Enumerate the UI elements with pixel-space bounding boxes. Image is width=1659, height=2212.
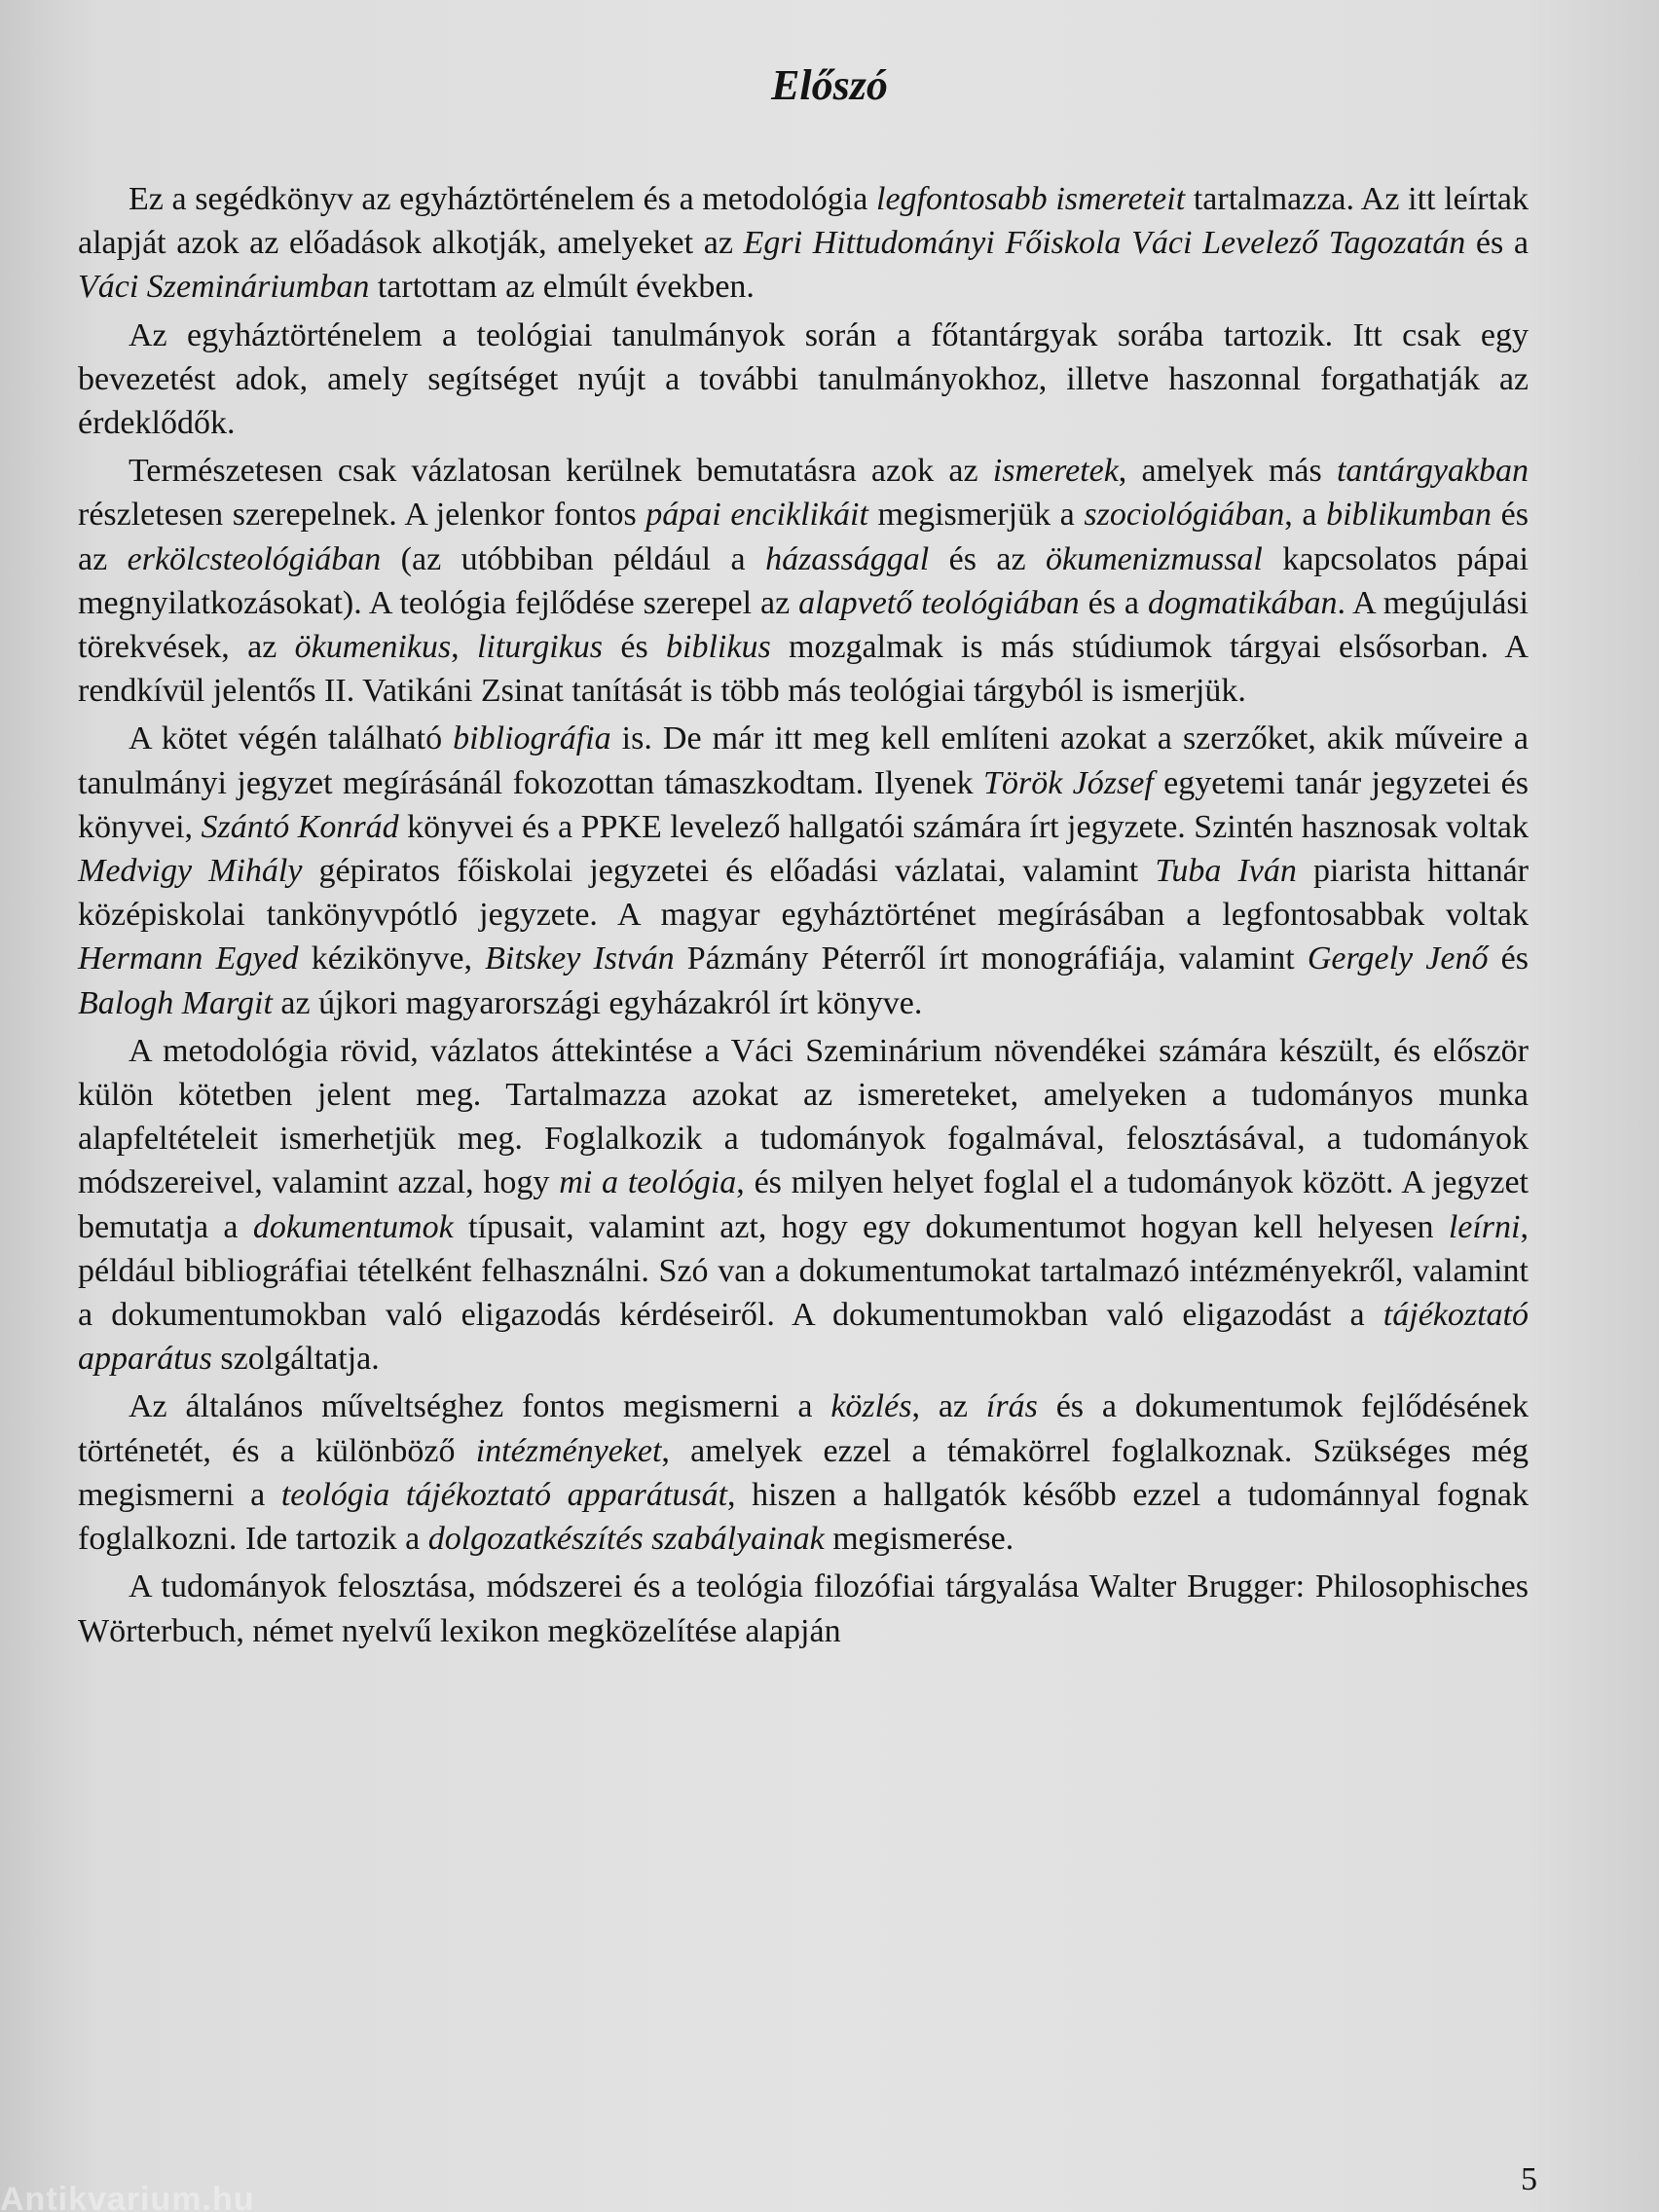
body-text bbox=[78, 177, 1529, 1657]
italic-text: Balogh Margit bbox=[78, 984, 273, 1021]
text-run: megismerjük a bbox=[867, 497, 1085, 534]
text-run: , hiszen a hallgatók később ezzel a tudománnyal fognak foglalkozni. Ide tartozik a bbox=[78, 1476, 1529, 1558]
text-run: egyetemi tanár jegyzetei és könyvei, bbox=[78, 764, 1529, 845]
italic-text: bibliográfia bbox=[453, 720, 611, 757]
italic-text: ismeretek bbox=[992, 453, 1119, 490]
text-run: és az bbox=[78, 497, 1529, 577]
text-run: tartalmazza. Az itt leírtak alapját azok az előadások alkotják, amelyeket az bbox=[78, 181, 1529, 262]
italic-text: Egri Hittudományi Főiskola Váci Levelező Tagozatán bbox=[743, 225, 1466, 262]
italic-text: legfontosabb ismereteit bbox=[876, 181, 1186, 217]
italic-text: Váci Szemináriumban bbox=[78, 269, 370, 306]
italic-text: tantárgyakban bbox=[1336, 453, 1529, 490]
text-run: gépiratos főiskolai jegyzetei és előadási vázlatai, valamint bbox=[302, 853, 1156, 890]
text-run: kézikönyve, bbox=[298, 940, 486, 977]
text-run: és az bbox=[929, 540, 1046, 577]
italic-text: alapvető teológiában bbox=[798, 584, 1080, 621]
text-run: is. De már itt meg kell említeni azokat a szerzőket, akik műveire a tanulmányi jegyzet megírásánál fokozottan támaszkodtam. Ilyenek bbox=[78, 720, 1530, 801]
paragraph-3 bbox=[78, 449, 1529, 713]
italic-text: Tuba Iván bbox=[1155, 853, 1297, 890]
text-run: Az általános műveltséghez fontos megismerni a bbox=[129, 1388, 831, 1425]
italic-text: Török József bbox=[983, 764, 1154, 801]
text-run: mozgalmak is más stúdiumok tárgyai elsősorban. A rendkívül jelentős II. Vatikáni Zsinat tanítását is több más teológiai tárgyból is ismerjük. bbox=[78, 629, 1529, 710]
italic-text: leírni bbox=[1448, 1208, 1521, 1245]
italic-text: írás bbox=[985, 1388, 1038, 1425]
text-run: , amelyek ezzel a témakörrel foglalkoznak. Szükséges még megismerni a bbox=[78, 1432, 1529, 1513]
italic-text: Medvigy Mihály bbox=[78, 853, 303, 890]
text-run: Természetesen csak vázlatosan kerülnek bemutatásra azok az bbox=[129, 453, 993, 490]
text-run: A kötet végén található bbox=[129, 720, 454, 757]
italic-text: biblikumban bbox=[1326, 497, 1493, 534]
text-run: , és milyen helyet foglal el a tudományok között. A jegyzet bemutatja a bbox=[78, 1164, 1529, 1245]
italic-text: teológia tájékoztató apparátusát bbox=[280, 1476, 728, 1513]
text-run: , az bbox=[911, 1388, 986, 1425]
italic-text: Gergely Jenő bbox=[1307, 940, 1489, 977]
italic-text: ökumenizmussal bbox=[1046, 540, 1263, 577]
italic-text: dogmatikában bbox=[1148, 584, 1338, 621]
text-run: és a dokumentumok fejlődésének történetét, és a különböző bbox=[78, 1388, 1529, 1469]
page-title: Előszó bbox=[771, 61, 888, 109]
text-run: részletesen szerepelnek. A jelenkor fontos bbox=[78, 497, 646, 534]
text-run: szolgáltatja. bbox=[211, 1341, 380, 1378]
text-run: A tudományok felosztása, módszerei és a teológia filozófiai tárgyalása Walter Brugger: Philosophisches Wörterbuch, német nyelvű lexikon megközelítése alapján bbox=[78, 1568, 1529, 1649]
italic-text: Bitskey István bbox=[485, 940, 675, 977]
text-run: Pázmány Péterről írt monográfiája, valamint bbox=[674, 940, 1308, 977]
text-run: Ez a segédkönyv az egyháztörténelem és a metodológia bbox=[129, 181, 877, 217]
italic-text: ökumenikus bbox=[294, 629, 452, 666]
italic-text: tájékoztató apparátus bbox=[78, 1297, 1529, 1378]
paragraph-1 bbox=[78, 177, 1529, 310]
italic-text: Hermann Egyed bbox=[78, 940, 299, 977]
paragraph-6 bbox=[78, 1384, 1529, 1561]
text-run: , például bibliográfiai tételként felhasználni. Szó van a dokumentumokat tartalmazó intézményekről, valamint a dokumentumokban való eligazodás kérdéseiről. A dokumentumokban való eligazodást a bbox=[78, 1208, 1529, 1334]
italic-text: pápai enciklikáit bbox=[645, 497, 868, 534]
watermark: Antikvarium.hu bbox=[0, 2181, 255, 2212]
text-run: (az utóbbiban például a bbox=[381, 540, 766, 577]
italic-text: dolgozatkészítés szabályainak bbox=[427, 1521, 825, 1558]
italic-text: közlés bbox=[830, 1388, 912, 1425]
text-run: . A megújulási törekvések, az bbox=[78, 584, 1529, 666]
page-number: 5 bbox=[1521, 2161, 1537, 2197]
text-run: kapcsolatos pápai megnyilatkozásokat). A teológia fejlődése szerepel az bbox=[78, 540, 1530, 621]
text-run: megismerése. bbox=[824, 1521, 1014, 1558]
text-run: piarista hittanár középiskolai tankönyvpótló jegyzete. A magyar egyháztörténet megírásában a legfontosabbak voltak bbox=[78, 853, 1530, 934]
paragraph-5 bbox=[78, 1029, 1529, 1382]
text-run: és a bbox=[1465, 225, 1529, 262]
italic-text: intézményeket bbox=[475, 1432, 662, 1469]
text-run: könyvei és a PPKE levelező hallgatói számára írt jegyzete. Szintén hasznosak voltak bbox=[398, 808, 1529, 845]
text-run: tartottam az elmúlt években. bbox=[369, 269, 755, 306]
italic-text: biblikus bbox=[666, 629, 771, 666]
text-run: és a bbox=[1079, 584, 1148, 621]
italic-text: Szántó Konrád bbox=[201, 808, 399, 845]
italic-text: mi a teológia bbox=[559, 1164, 737, 1201]
text-run: és bbox=[1488, 940, 1529, 977]
text-run: , amelyek más bbox=[1118, 453, 1337, 490]
text-run: A metodológia rövid, vázlatos áttekintése a Váci Szeminárium növendékei számára készült, és először külön kötetben jelent meg. Tartalmazza azokat az ismereteket, amelyeken a tudományos munka alapfeltételeit ismerhetjük meg. Foglalkozik a tudományok fogalmával, felosztásával, a tudományok módszereivel, valamint azzal, hogy bbox=[78, 1032, 1529, 1201]
italic-text: szociológiában bbox=[1084, 497, 1285, 534]
paragraph-4 bbox=[78, 717, 1529, 1024]
text-run: az újkori magyarországi egyházakról írt könyve. bbox=[272, 984, 923, 1021]
text-run: típusait, valamint azt, hogy egy dokumentumot hogyan kell helyesen bbox=[453, 1208, 1449, 1245]
paragraph-2 bbox=[78, 313, 1529, 446]
italic-text: liturgikus bbox=[476, 629, 604, 666]
italic-text: dokumentumok bbox=[252, 1208, 454, 1245]
paragraph-7 bbox=[78, 1565, 1529, 1652]
text-run: , a bbox=[1284, 497, 1327, 534]
italic-text: házassággal bbox=[765, 540, 930, 577]
text-run: és bbox=[603, 629, 667, 666]
italic-text: erkölcsteológiában bbox=[127, 540, 382, 577]
text-run: , bbox=[451, 629, 477, 666]
text-run: Az egyháztörténelem a teológiai tanulmányok során a főtantárgyak sorába tartozik. Itt csak egy bevezetést adok, amely segítséget nyújt a további tanulmányokhoz, illetve haszonnal forgathatják az érdeklődők. bbox=[78, 316, 1529, 442]
